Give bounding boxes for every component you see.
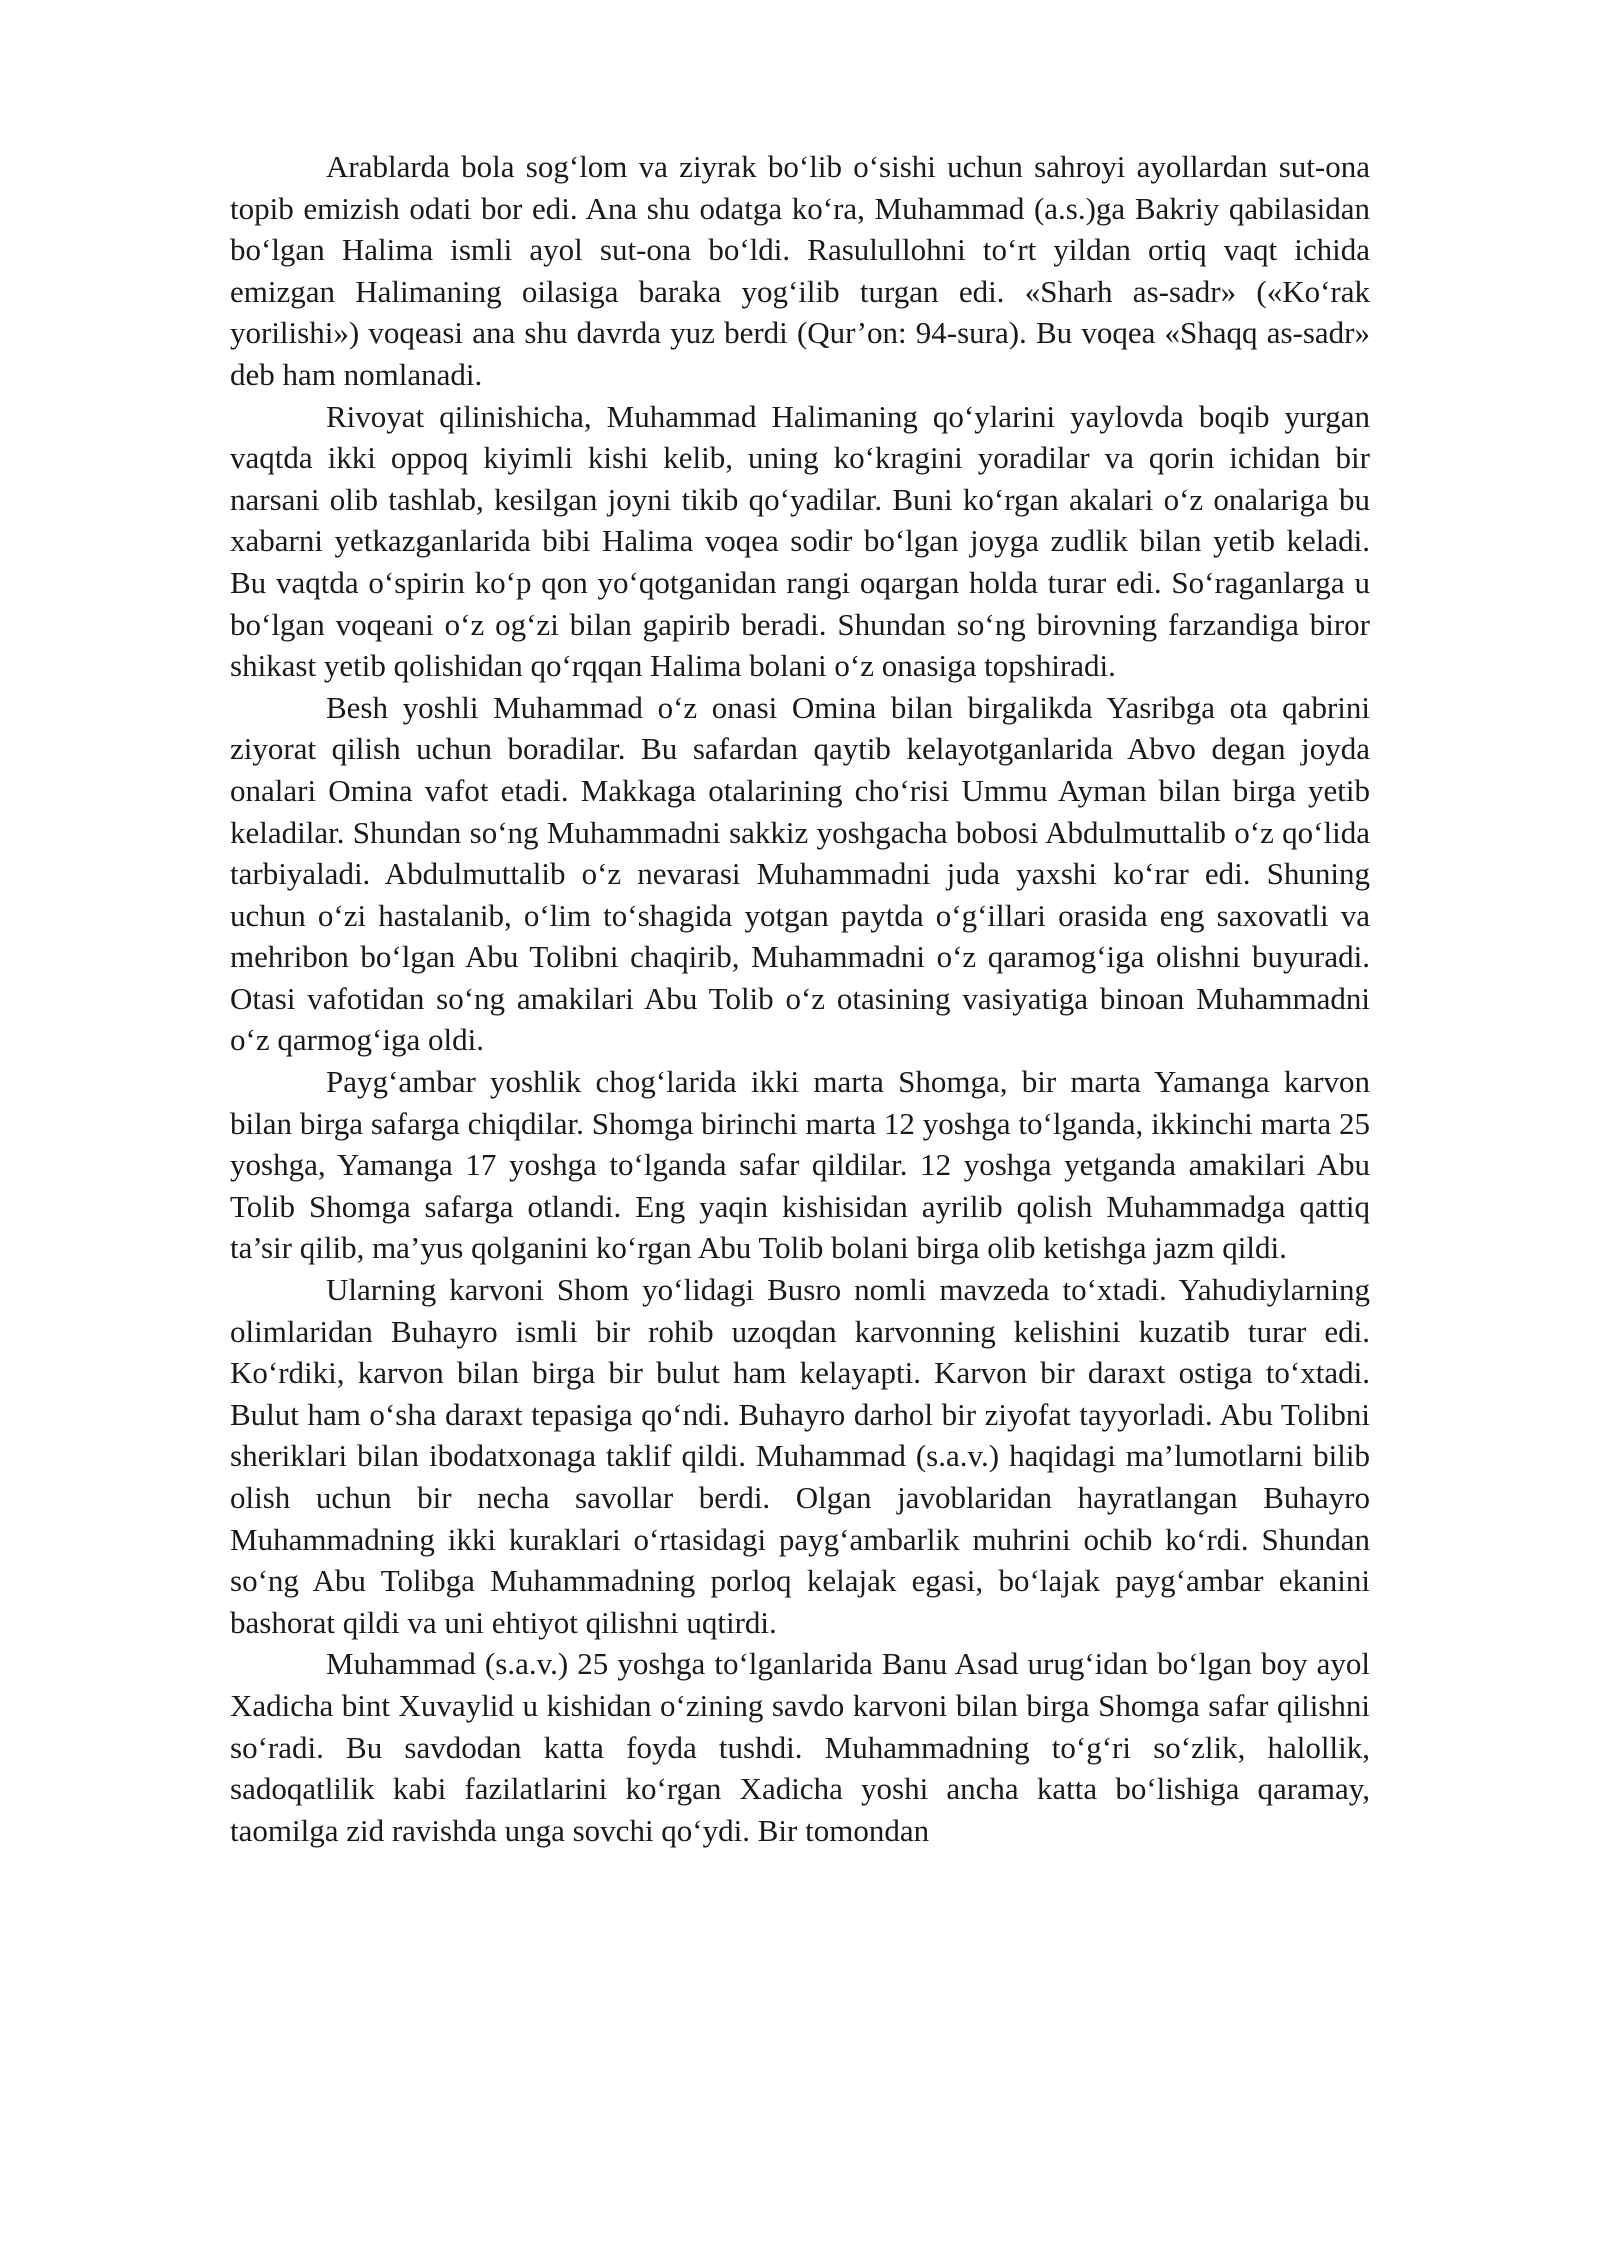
paragraph-xadicha: Muhammad (s.a.v.) 25 yoshga to‘lganlarida Banu Asad urug‘idan bo‘lgan boy ayol Xadicha bint Xuvaylid u kishidan o‘zining savdo karvoni bilan birga Shomga safar qilishni so‘radi. Bu savdodan katta foyda tushdi. Muhammadning to‘g‘ri so‘zlik, halollik, sadoqatlilik kabi fazilatlarini ko‘rgan Xadicha yoshi ancha katta bo‘lishiga qaramay, taomilga zid ravishda unga sovchi qo‘ydi. Bir tomondan — [230, 1646, 1370, 1848]
paragraph-buhayro: Ularning karvoni Shom yo‘lidagi Busro nomli mavzeda to‘xtadi. Yahudiylarning olimlaridan Buhayro ismli bir rohib uzoqdan karvonning kelishini kuzatib turar edi. Ko‘rdiki, karvon bilan birga bir bulut ham kelayapti. Karvon bir daraxt ostiga to‘xtadi. Bulut ham o‘sha daraxt tepasiga qo‘ndi. Buhayro darhol bir ziyofat tayyorladi. Abu Tolibni sheriklari bilan ibodatxonaga taklif qildi. Muhammad (s.a.v.) haqidagi ma’lumotlarni bilib olish uchun bir necha savollar berdi. Olgan javoblaridan hayratlangan Buhayro Muhammadning ikki kuraklari o‘rtasidagi payg‘ambarlik muhrini ochib ko‘rdi. Shundan so‘ng Abu Tolibga Muhammadning porloq kelajak egasi, bo‘lajak payg‘ambar ekanini bashorat qildi va uni ehtiyot qilishni uqtirdi. — [230, 1272, 1370, 1640]
paragraph-yoshlik-safarlari: Payg‘ambar yoshlik chog‘larida ikki marta Shomga, bir marta Yamanga karvon bilan birga safarga chiqdilar. Shomga birinchi marta 12 yoshga to‘lganda, ikkinchi marta 25 yoshga, Yamanga 17 yoshga to‘lganda safar qildilar. 12 yoshga yetganda amakilari Abu Tolib Shomga safarga otlandi. Eng yaqin kishisidan ayrilib qolish Muhammadga qattiq ta’sir qilib, ma’yus qolganini ko‘rgan Abu Tolib bolani birga olib ketishga jazm qildi. — [230, 1064, 1370, 1266]
document-page — [230, 146, 1370, 1851]
paragraph-besh-yoshli: Besh yoshli Muhammad o‘z onasi Omina bilan birgalikda Yasribga ota qabrini ziyorat qilish uchun boradilar. Bu safardan qaytib kelayotganlarida Abvo degan joyda onalari Omina vafot etadi. Makkaga otalarining cho‘risi Ummu Ayman bilan birga yetib keladilar. Shundan so‘ng Muhammadni sakkiz yoshgacha bobosi Abdulmuttalib o‘z qo‘lida tarbiyaladi. Abdulmuttalib o‘z nevarasi Muhammadni juda yaxshi ko‘rar edi. Shuning uchun o‘zi hastalanib, o‘lim to‘shagida yotgan paytda o‘g‘illari orasida eng saxovatli va mehribon bo‘lgan Abu Tolibni chaqirib, Muhammadni o‘z qaramog‘iga olishni buyuradi. Otasi vafotidan so‘ng amakilari Abu Tolib o‘z otasining vasiyatiga binoan Muhammadni o‘z qarmog‘iga oldi. — [230, 689, 1370, 1058]
paragraph-sut-ona: Arablarda bola sog‘lom va ziyrak bo‘lib o‘sishi uchun sahroyi ayollardan sut-ona topib emizish odati bor edi. Ana shu odatga ko‘ra, Muhammad (a.s.)ga Bakriy qabilasidan bo‘lgan Halima ismli ayol sut-ona bo‘ldi. Rasulullohni to‘rt yildan ortiq vaqt ichida emizgan Halimaning oilasiga baraka yog‘ilib turgan edi. «Sharh as-sadr» («Ko‘rak yorilishi») voqeasi ana shu davrda yuz berdi (Qur’on: 94-sura). Bu voqea «Shaqq as-sadr» deb ham nomlanadi. — [230, 149, 1370, 392]
paragraph-rivoyat: Rivoyat qilinishicha, Muhammad Halimaning qo‘ylarini yaylovda boqib yurgan vaqtda ikki oppoq kiyimli kishi kelib, uning ko‘kragini yoradilar va qorin ichidan bir narsani olib tashlab, kesilgan joyni tikib qo‘yadilar. Buni ko‘rgan akalari o‘z onalariga bu xabarni yetkazganlarida bibi Halima voqea sodir bo‘lgan joyga zudlik bilan yetib keladi. Bu vaqtda o‘spirin ko‘p qon yo‘qotganidan rangi oqargan holda turar edi. So‘raganlarga u bo‘lgan voqeani o‘z og‘zi bilan gapirib beradi. Shundan so‘ng birovning farzandiga biror shikast yetib qolishidan qo‘rqqan Halima bolani o‘z onasiga topshiradi. — [230, 398, 1370, 684]
